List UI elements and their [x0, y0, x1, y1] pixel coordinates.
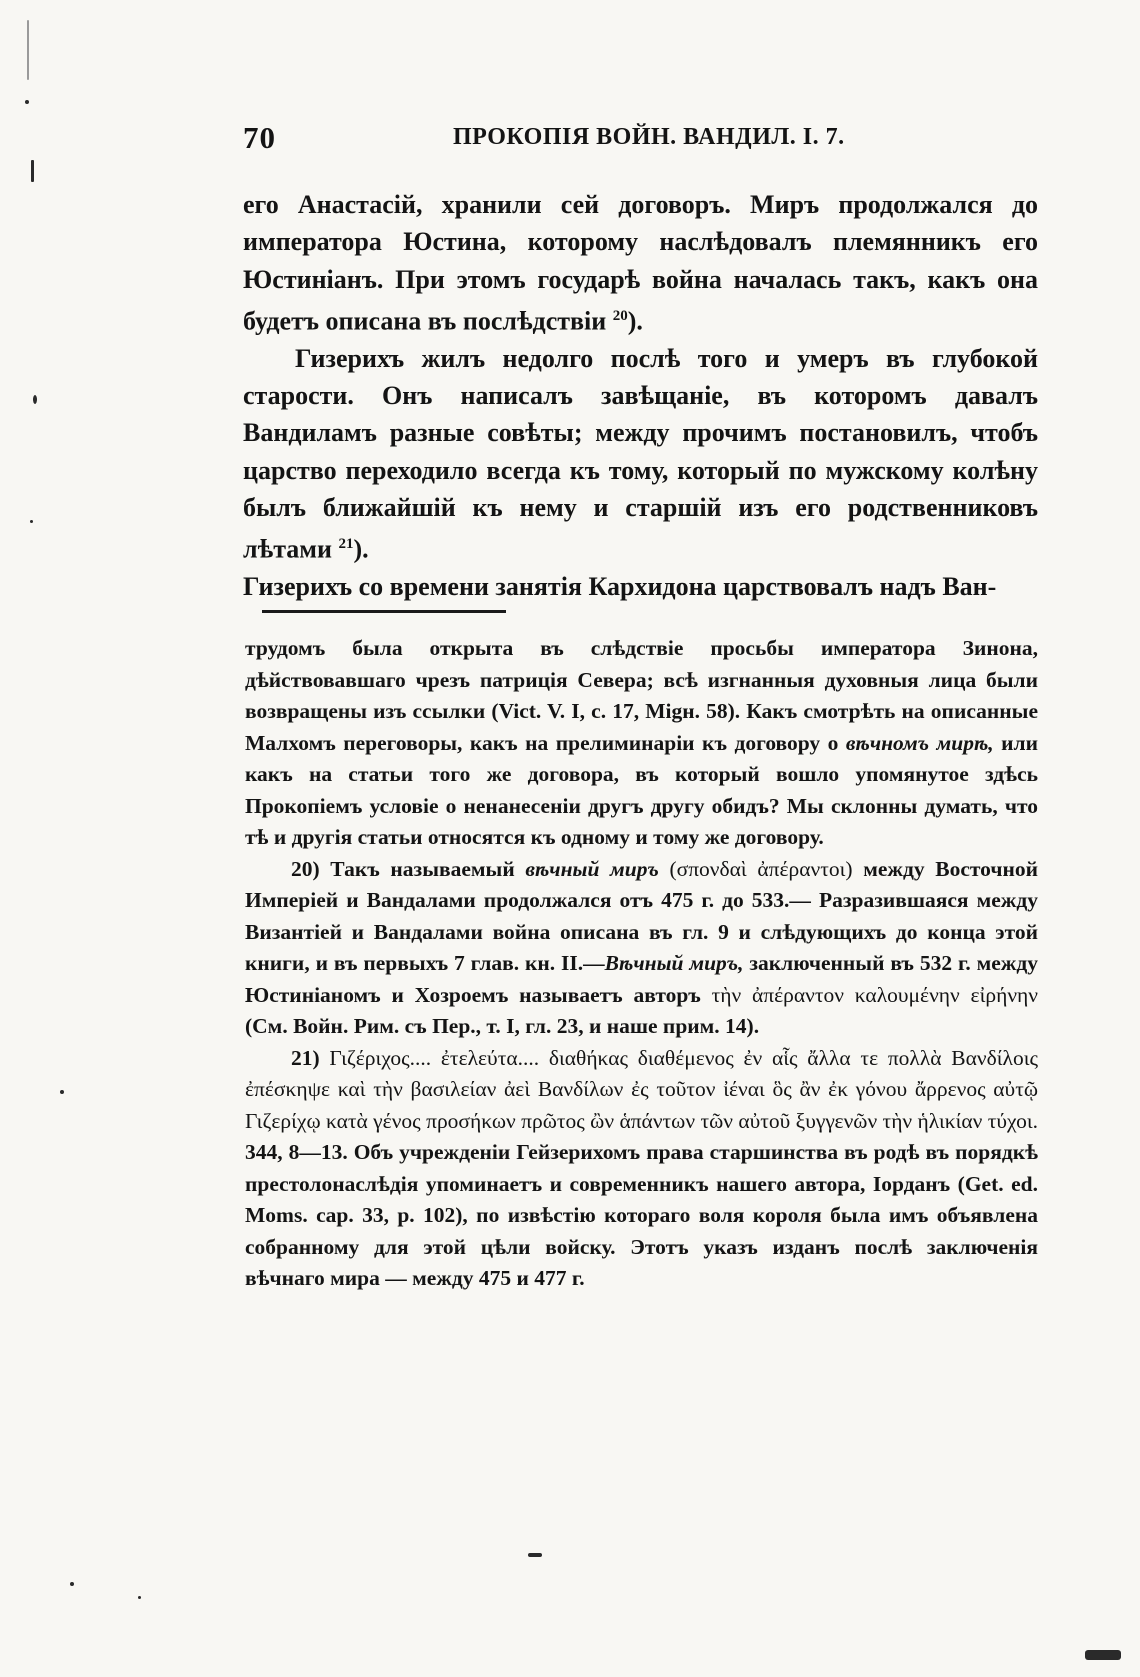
footnote-continuation-a: трудомъ была открыта въ слѣдствіе просьбы императора Зинона, дѣйствовавшаго чрезъ патриція Севера; всѣ изгнанныя духовныя лица были возвращены изъ ссылки (Vict. V. I, c. 17, Migн. 58). Какъ смотрѣть на описанные Малхомъ переговоры, какъ на прелиминаріи къ договору о: [245, 636, 1038, 755]
footnote-21-a: 21): [291, 1045, 320, 1070]
paragraph-2-end: ).: [353, 534, 369, 564]
footnote-21: [245, 1043, 1038, 1295]
paragraph-1-text: его Анастасій, хранили сей договоръ. Миръ продолжался до императора Юстина, которому наслѣдовалъ племянникъ его Юстиніанъ. При этомъ государѣ война началась такъ, какъ она будетъ описана въ послѣдствіи: [243, 190, 1038, 336]
paragraph-1: [243, 186, 1038, 340]
scan-speck: [27, 20, 29, 80]
footnote-continuation-b: или какъ на статьи того же договора, въ который вошло упомянутое здѣсь Прокопіемъ условіе о ненанесеніи другъ другу обидъ? Мы склонны думать, что тѣ и другія статьи относятся къ одному и тому же договору.: [245, 730, 1039, 849]
scan-speck: [1085, 1650, 1121, 1660]
page-header: [243, 120, 1043, 164]
footnote-20: [245, 854, 1038, 1043]
footnote-divider: [262, 610, 506, 613]
main-text: [243, 186, 1038, 606]
footnote-20-c: заключенный въ 532 г. между Юстиніаномъ и Хозроемъ называетъ авторъ: [245, 951, 1039, 1007]
footnote-20-greek-1: (σπονδαὶ ἀπέραντοι): [669, 856, 853, 881]
page-number: 70: [243, 120, 276, 155]
footnote-21-b: 344, 8—13. Объ учрежденіи Гейзерихомъ права старшинства въ родѣ въ порядкѣ престолонаслѣдія упоминаетъ и современникъ нашего автора, Іорданъ (Get. ed. Moms. cap. 33, p. 102), по извѣстію котораго воля короля была имъ объявлена собранному для этой цѣли войску. Этотъ указъ изданъ послѣ заключенія вѣчнаго мира — между 475 и 477 г.: [245, 1140, 1038, 1290]
scan-speck: [138, 1596, 141, 1599]
footnote-ref-21: 21: [338, 536, 354, 553]
footnote-20-italic-2: Вѣчный миръ,: [604, 951, 744, 975]
paragraph-2-text: Гизерихъ жилъ недолго послѣ того и умеръ въ глубокой старости. Онъ написалъ завѣщаніе, въ которомъ давалъ Вандиламъ разные совѣты; между прочимъ постановилъ, чтобъ царство переходило всегда къ тому, который по мужскому колѣну былъ ближайшій къ нему и старшій изъ его родственниковъ лѣтами: [243, 343, 1038, 564]
scan-speck: [528, 1553, 542, 1557]
paragraph-3: Гизерихъ со времени занятія Кархидона царствовалъ надъ Ван-: [243, 572, 997, 602]
scan-speck: [33, 395, 37, 404]
scan-speck: [60, 1090, 64, 1094]
scan-speck: [30, 520, 33, 523]
footnote-20-italic-1: вѣчный миръ: [525, 856, 659, 881]
scan-speck: [31, 160, 34, 182]
footnote-20-greek-2: τὴν ἀπέραντον καλουμένην εἰρήνην: [711, 982, 1039, 1007]
footnote-20-d: (См. Войн. Рим. съ Пер., т. I, гл. 23, и наше прим. 14).: [245, 1014, 760, 1038]
footnote-21-greek: Γιζέριχος.... ἐτελεύτα.... διαθήκας διαθέμενος ἐν αἷς ἄλλα τε πολλὰ Βανδίλοις ἐπέσκηψε καὶ τὴν βασιλείαν ἀεὶ Βανδίλων ἐς τοῦτον ἰέναι ὃς ἂν ἐκ γόνου ἄρρενος αὐτῷ Γιζερίχῳ κατὰ γένος προσήκων πρῶτος ὢν ἁπάντων τῶν αὐτοῦ ξυγγενῶν τὴν ἡλικίαν τύχοι.: [245, 1045, 1039, 1133]
footnote-continuation-italic: вѣчномъ мирѣ,: [845, 730, 994, 755]
paragraph-2: [243, 340, 1038, 568]
footnote-20-a: 20) Такъ называемый: [291, 856, 515, 881]
paragraph-1-end: ).: [627, 306, 643, 336]
scan-speck: [25, 100, 29, 104]
scan-speck: [70, 1582, 74, 1586]
running-head: ПРОКОПІЯ ВОЙН. ВАНДИЛ. I. 7.: [453, 124, 845, 150]
footnote-20-b: между Восточной Имперіей и Вандалами продолжался отъ 475 г. до 533.— Разразившаяся между Византіей и Вандалами война описана въ гл. 9 и слѣдующихъ до конца этой книги, и въ первыхъ 7 глав. кн. II.—: [245, 856, 1038, 975]
footnotes: [245, 633, 1038, 1295]
footnote-continuation: [245, 633, 1038, 854]
footnote-ref-20: 20: [612, 307, 628, 324]
